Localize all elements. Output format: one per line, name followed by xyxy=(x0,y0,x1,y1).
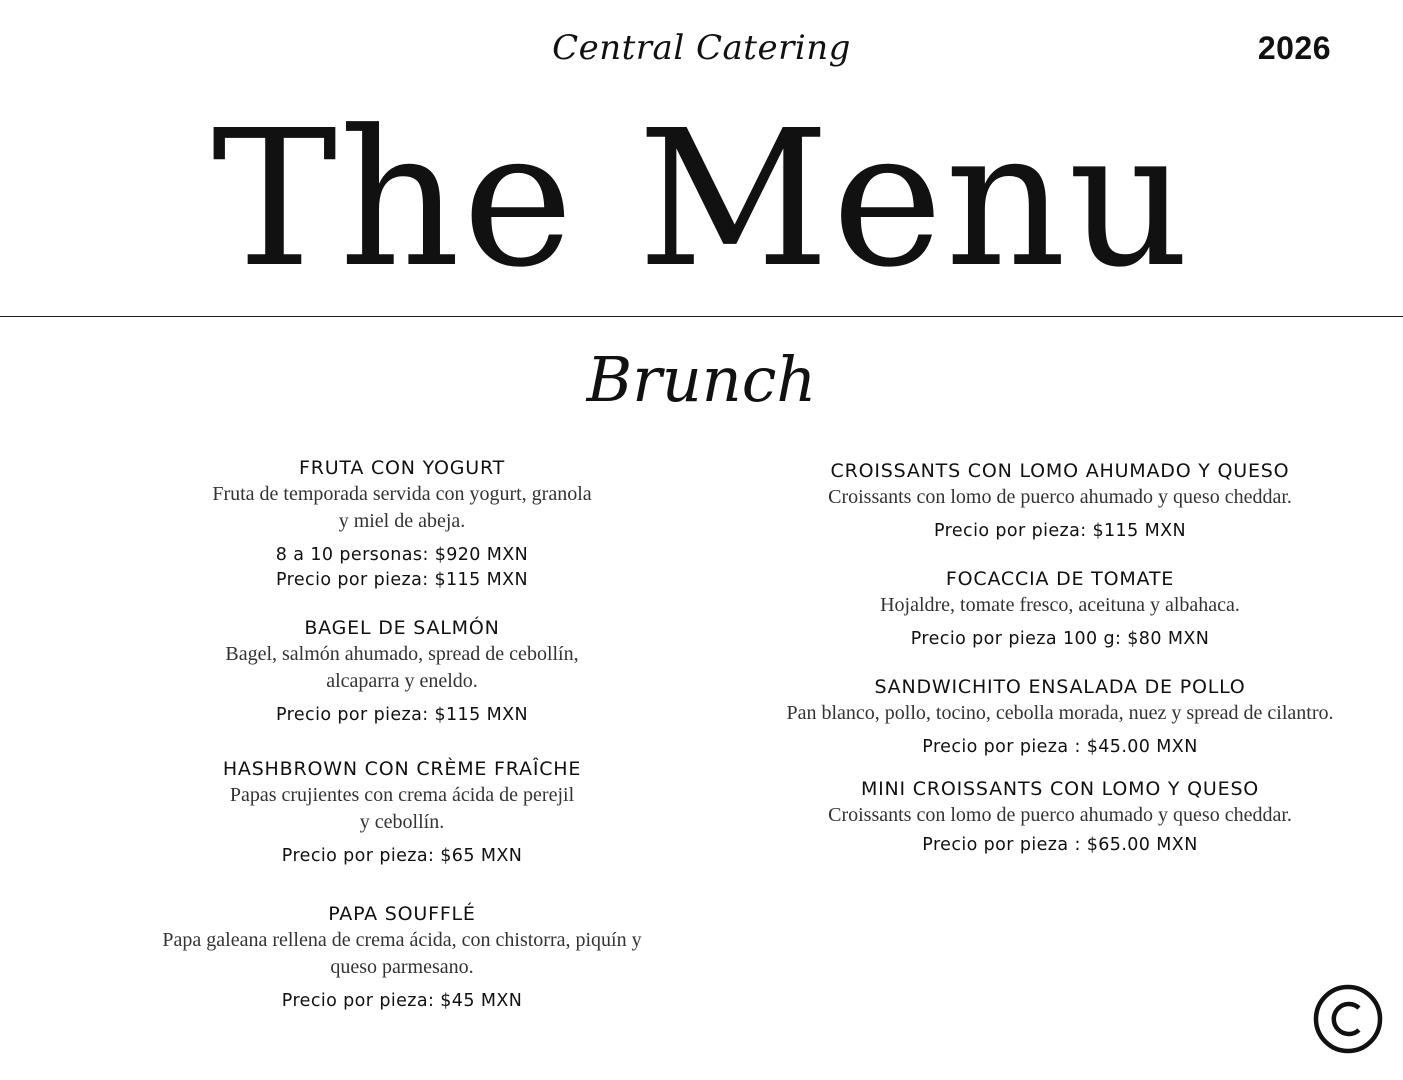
item-description-line: Papas crujientes con crema ácida de perejil xyxy=(229,784,575,806)
menu-item xyxy=(122,615,682,728)
menu-item xyxy=(740,674,1380,760)
menu-item xyxy=(740,458,1380,544)
item-price xyxy=(740,833,1380,858)
item-description xyxy=(122,782,682,836)
item-price xyxy=(122,543,682,593)
brand-name: Central Catering xyxy=(552,28,851,68)
item-description-line: Pan blanco, pollo, tocino, cebolla morada, nuez y spread de cilantro. xyxy=(786,702,1334,724)
item-price-line: Precio por pieza : $45.00 MXN xyxy=(922,737,1198,757)
item-name: SANDWICHITO ENSALADA DE POLLO xyxy=(874,676,1246,698)
item-name: CROISSANTS CON LOMO AHUMADO Y QUESO xyxy=(830,460,1290,482)
item-description-line: Croissants con lomo de puerco ahumado y queso cheddar. xyxy=(828,804,1292,826)
item-price-line: 8 a 10 personas: $920 MXN xyxy=(275,545,529,565)
item-description-line: y cebollín. xyxy=(359,811,445,833)
item-price-line: Precio por pieza: $115 MXN xyxy=(276,570,528,590)
title-divider xyxy=(0,316,1403,317)
item-price-line: Precio por pieza 100 g: $80 MXN xyxy=(910,629,1210,649)
item-price xyxy=(740,519,1380,544)
item-description-line: Fruta de temporada servida con yogurt, granola xyxy=(212,483,592,505)
item-name: FRUTA CON YOGURT xyxy=(298,457,506,479)
item-price-line: Precio por pieza: $65 MXN xyxy=(281,846,523,866)
page-title: The Menu xyxy=(211,90,1192,309)
item-description-line: alcaparra y eneldo. xyxy=(326,670,478,692)
item-description-line: y miel de abeja. xyxy=(338,510,466,532)
item-name: FOCACCIA DE TOMATE xyxy=(945,568,1175,590)
item-price xyxy=(740,627,1380,652)
menu-item xyxy=(740,566,1380,652)
item-price xyxy=(122,989,682,1014)
item-description-line: Hojaldre, tomate fresco, aceituna y albahaca. xyxy=(880,594,1240,616)
item-price-line: Precio por pieza: $115 MXN xyxy=(276,705,528,725)
menu-year: 2026 xyxy=(1257,30,1331,66)
item-description-line: Papa galeana rellena de crema ácida, con chistorra, piquín y xyxy=(162,929,642,951)
item-name: BAGEL DE SALMÓN xyxy=(304,617,500,639)
item-price-line: Precio por pieza: $45 MXN xyxy=(281,991,523,1011)
item-description xyxy=(122,481,682,535)
section-title: Brunch xyxy=(586,343,817,416)
item-description-line: Croissants con lomo de puerco ahumado y queso cheddar. xyxy=(828,486,1292,508)
item-name: PAPA SOUFFLÉ xyxy=(328,903,476,925)
menu-item xyxy=(122,756,682,869)
item-name: MINI CROISSANTS CON LOMO Y QUESO xyxy=(860,778,1260,800)
item-price xyxy=(740,735,1380,760)
item-name: HASHBROWN CON CRÈME FRAÎCHE xyxy=(222,758,582,780)
menu-item xyxy=(122,901,682,1014)
menu-item xyxy=(122,455,682,593)
item-description-line: Bagel, salmón ahumado, spread de cebollín, xyxy=(225,643,579,665)
item-price-line: Precio por pieza: $115 MXN xyxy=(934,521,1186,541)
item-description xyxy=(122,641,682,695)
item-description xyxy=(740,592,1380,619)
item-price xyxy=(122,844,682,869)
menu-item xyxy=(740,776,1380,858)
item-description xyxy=(740,700,1380,727)
menu-column-left xyxy=(122,455,682,1014)
menu-column-right xyxy=(740,458,1380,858)
item-description xyxy=(122,927,682,981)
item-description-line: queso parmesano. xyxy=(330,956,474,978)
item-price xyxy=(122,703,682,728)
copyright-icon xyxy=(1312,983,1384,1055)
item-description xyxy=(740,802,1380,829)
item-price-line: Precio por pieza : $65.00 MXN xyxy=(922,835,1198,855)
item-description xyxy=(740,484,1380,511)
